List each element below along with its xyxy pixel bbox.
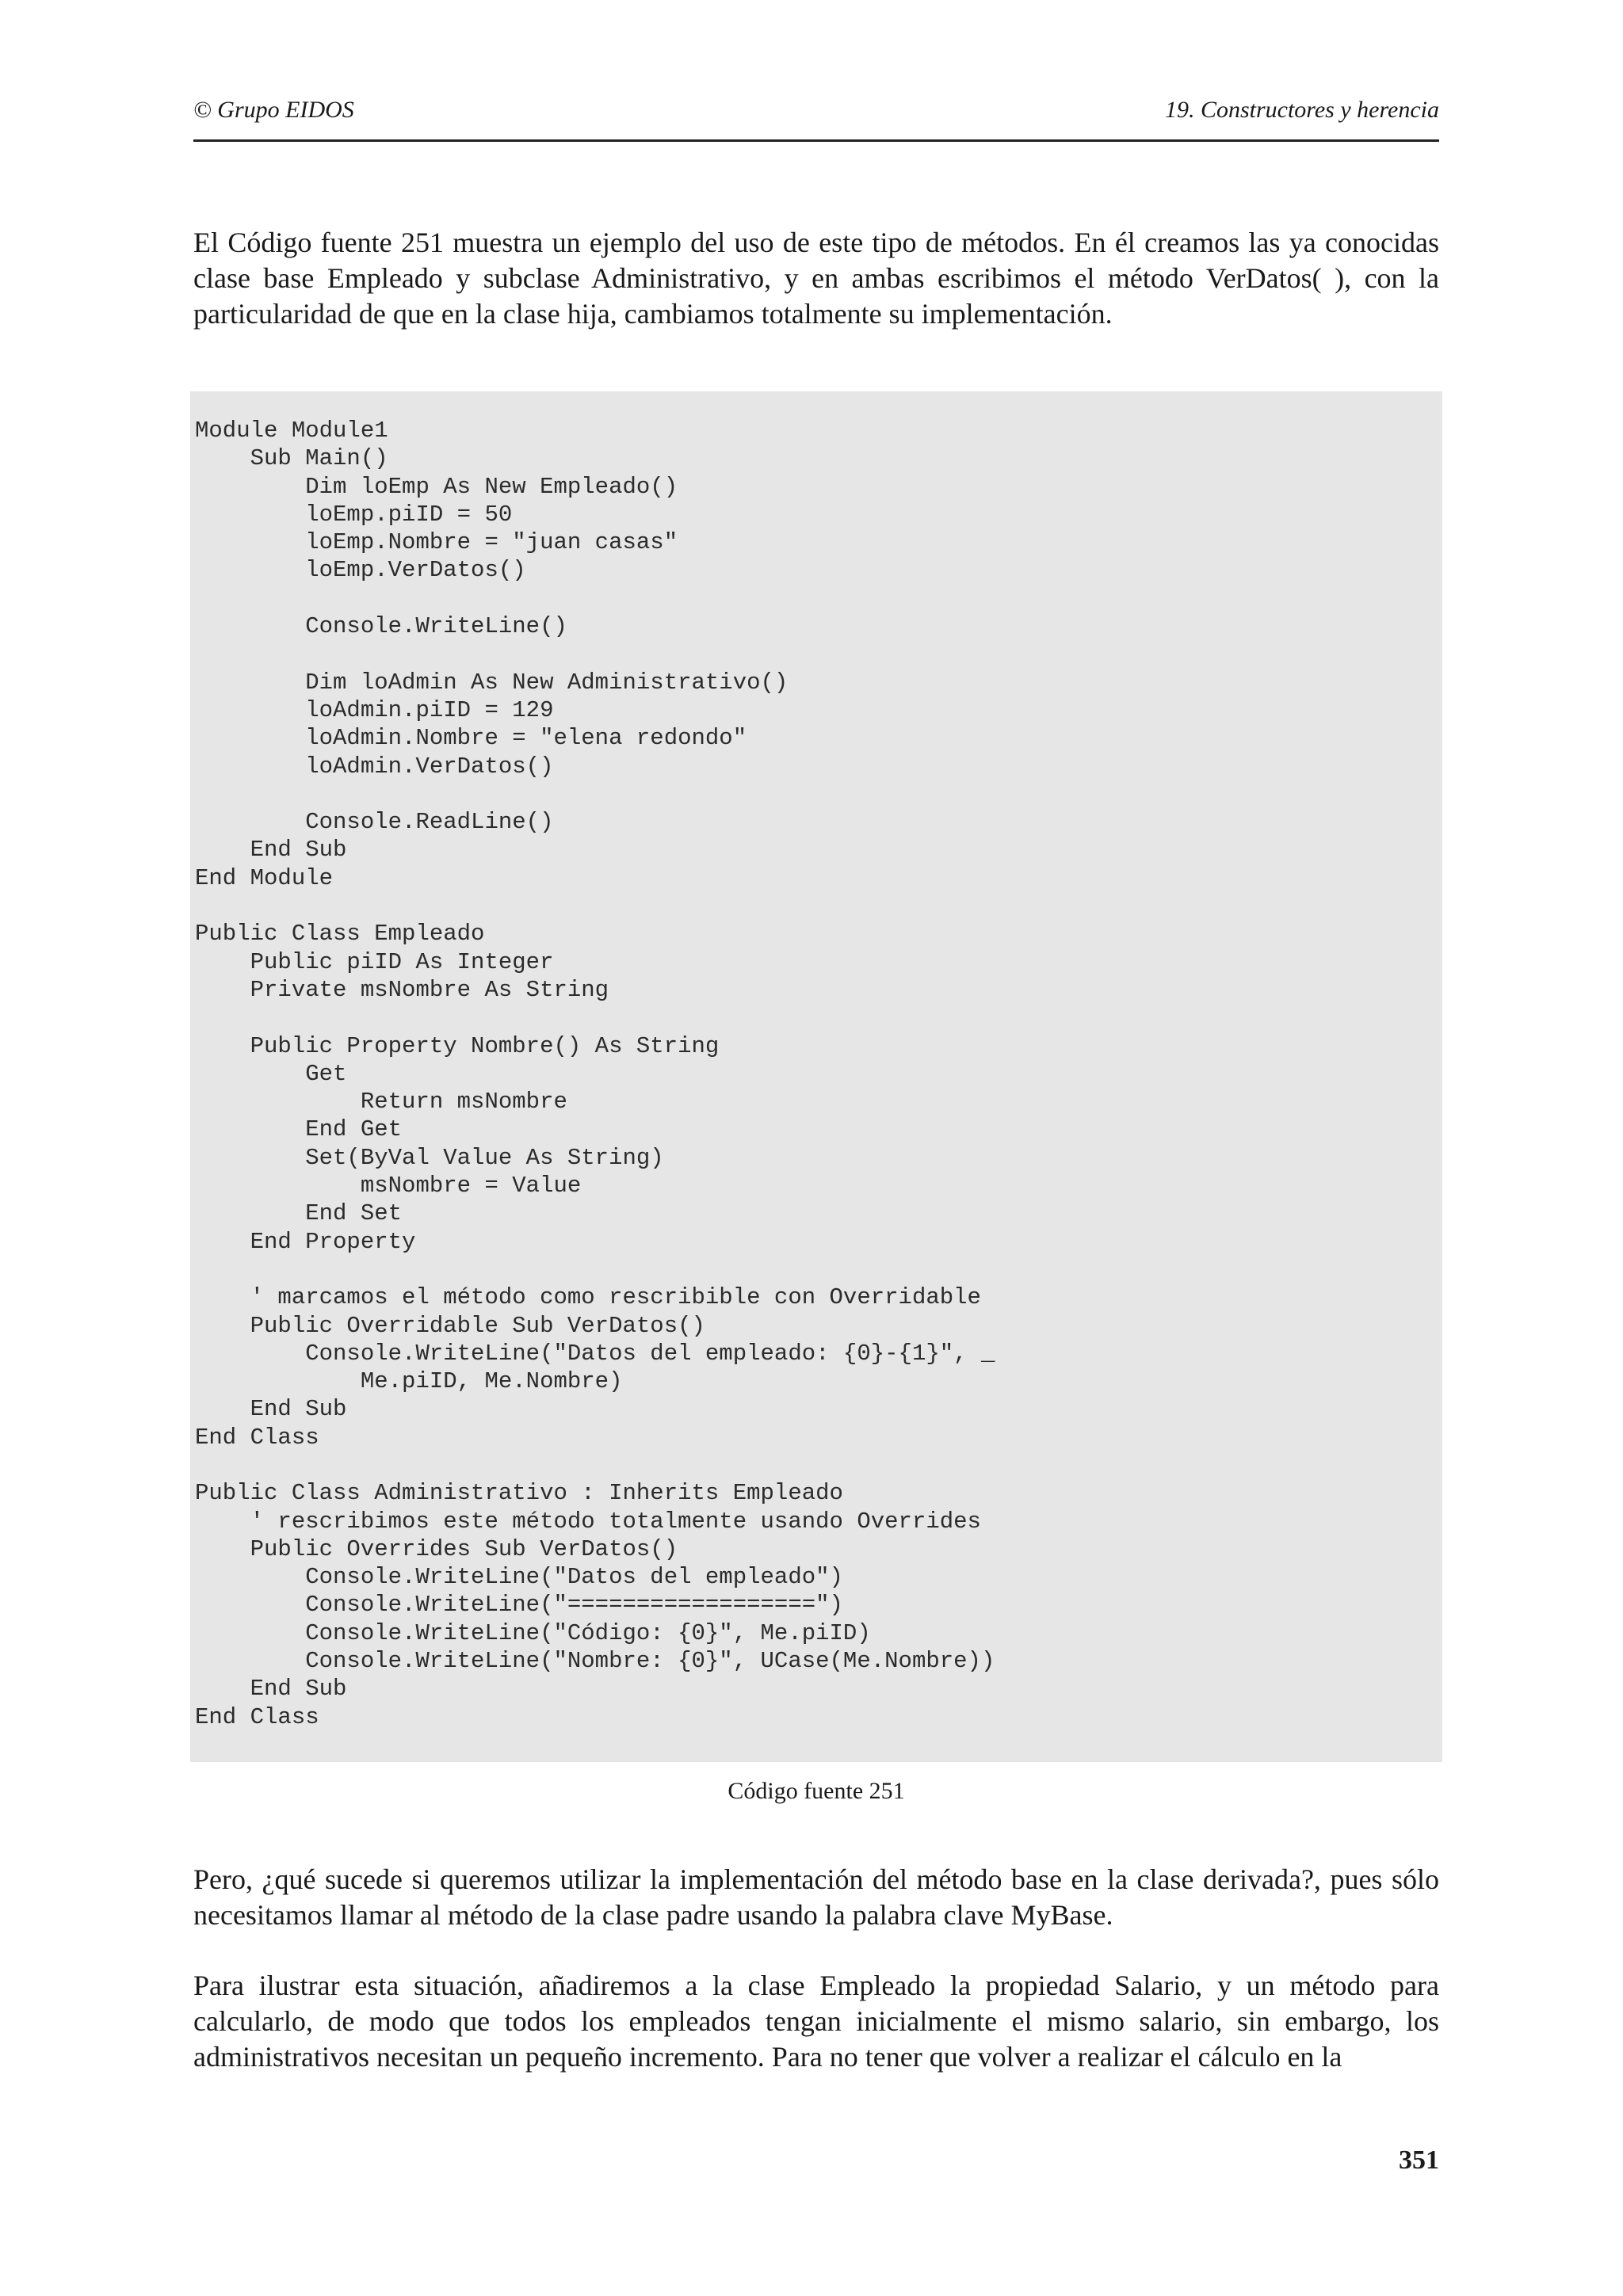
header-publisher: © Grupo EIDOS [193,97,354,123]
code-caption: Código fuente 251 [727,1778,905,1804]
page-header [193,92,1439,142]
intro-paragraph: El Código fuente 251 muestra un ejemplo del uso de este tipo de métodos. En él creamos las ya conocidas clase base Empleado y subclase Administrativo, y en ambas escribimos el método VerDatos( ), con la particularidad de que en la clase hija, cambiamos totalmente su implementación. [193,227,1439,330]
body-paragraph-mybase: Pero, ¿qué sucede si queremos utilizar la implementación del método base en la clase derivada?, pues sólo necesitamos llamar al método de la clase padre usando la palabra clave MyBase. [193,1863,1439,1931]
page-number: 351 [1399,2145,1439,2175]
body-paragraph-salario: Para ilustrar esta situación, añadiremos a la clase Empleado la propiedad Salario, y un método para calcularlo, de modo que todos los empleados tengan inicialmente el mismo salario, sin embargo, los administrativos necesitan un pequeño incremento. Para no tener que volver a realizar el cálculo en la [193,1970,1439,2073]
code-listing-box [190,391,1442,1762]
header-chapter-title: 19. Constructores y herencia [1164,97,1439,123]
code-listing: Module Module1 Sub Main() Dim loEmp As New Empleado() loEmp.piID = 50 loEmp.Nombre = "juan casas" loEmp.VerDatos() Console.WriteLine() Dim loAdmin As New Administrativo() loAdmin.piID = 129 loAdmin.Nombre = "elena redondo" loAdmin.VerDatos() Console.ReadLine() End Sub End Module Public Class Empleado Public piID As Integer Private msNombre As String Public Property Nombre() As String Get Return msNombre End Get Set(ByVal Value As String) msNombre = Value End Set End Property ' marcamos el método como rescribible con Overridable Public Overridable Sub VerDatos() Console.WriteLine("Datos del empleado: {0}-{1}", _ Me.piID, Me.Nombre) End Sub End Class Public Class Administrativo : Inherits Empleado ' rescribimos este método totalmente usando Overrides Public Overrides Sub VerDatos() Console.WriteLine("Datos del empleado") Console.WriteLine("==================") Console.WriteLine("Código: {0}", Me.piID) Console.WriteLine("Nombre: {0}", UCase(Me.Nombre)) End Sub End Class [195,418,995,1730]
